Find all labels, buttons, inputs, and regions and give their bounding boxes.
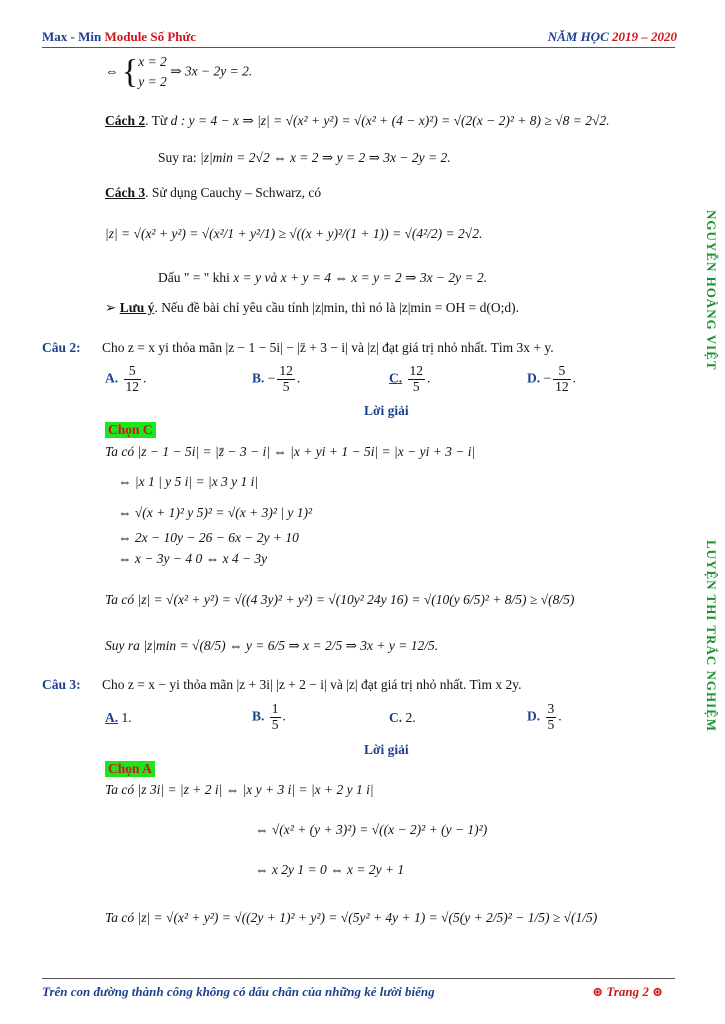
question-2-step-7: Suy ra |z|min = √(8/5) ⇔ y = 6/5 ⇒ x = 2/5 ⇒ 3x + y = 12/5. <box>105 638 439 653</box>
header-year-value: 2019 – 2020 <box>612 29 677 44</box>
question-3-step-4: Ta có |z| = √(x² + y²) = √((2y + 1)² + y²) = √(5y² + 4y + 1) = √(5(y + 2/5)² − 1/5) ≥ √(1/5) <box>105 910 598 925</box>
question-2-step-3: ⇔ √(x + 1)² y 5)² = √(x + 3)² | y 1)² <box>118 505 312 520</box>
option-letter: C. <box>389 710 403 725</box>
note-text: . Nếu đề bài chỉ yêu cầu tính |z|min, thì nó là |z|min = OH = d(O;d). <box>154 300 520 315</box>
cach2-suyra-expression: |z|min = 2√2 ⇔ x = 2 ⇒ y = 2 ⇒ 3x − 2y = 2. <box>200 150 451 165</box>
option-numerator: 5 <box>558 363 566 378</box>
option-denominator: 12 <box>125 378 139 394</box>
question-2-answer-badge: Chọn C <box>105 422 156 438</box>
option-value: 1. <box>121 710 132 725</box>
header-title-part1: Max - Min <box>42 29 102 44</box>
question-3-answer-badge: Chọn A <box>105 761 155 777</box>
option-denominator: 5 <box>277 379 295 395</box>
question-3-option-a <box>105 710 132 726</box>
question-2-step-2: ⇔ |x 1 | y 5 i| = |x 3 y 1 i| <box>118 474 259 489</box>
cach3-text: . Sử dụng Cauchy – Schwarz, có <box>145 185 322 200</box>
arrow-bullet-icon: ➢ <box>105 300 117 315</box>
option-letter: A. <box>105 710 119 725</box>
header-year-label: NĂM HỌC <box>547 29 609 44</box>
question-2-step-1: Ta có |z − 1 − 5i| = |z̄ − 3 − i| ⇔ |x + yi + 1 − 5i| = |x − yi + 3 − i| <box>105 444 476 459</box>
cach2-line <box>105 113 610 129</box>
question-3-step-3: ⇔ x 2y 1 = 0 ⇔ x = 2y + 1 <box>255 862 405 877</box>
question-2-option-d: D. − $\frac{5}{12}$ . <box>527 363 576 394</box>
question-2-step-6: Ta có |z| = √(x² + y²) = √((4 3y)² + y²) = √(10y² 24y 16) = √(10(y 6/5)² + 8/5) ≥ √(8/5) <box>105 592 575 607</box>
option-letter: D. <box>527 370 541 386</box>
side-subtitle: LUYỆN THI TRẮC NGHIỆM <box>704 540 719 733</box>
question-2 <box>42 340 554 356</box>
option-letter: C. <box>389 370 403 386</box>
system-result: ⇒ 3x − 2y = 2. <box>170 63 253 79</box>
footer-page-number: ⊛ Trang 2 ⊛ <box>592 984 663 999</box>
question-2-label: Câu 2: <box>42 340 81 355</box>
side-author: NGUYỄN HOÀNG VIỆT <box>704 210 719 371</box>
option-sign: − <box>267 370 276 386</box>
question-3 <box>42 677 521 693</box>
option-numerator: 1 <box>271 701 279 716</box>
question-2-option-c: C. $\frac{12}{5}$ . <box>389 363 431 394</box>
note-label: Lưu ý <box>119 300 155 315</box>
question-3-step-2: ⇔ √(x² + (y + 3)²) = √((x − 2)² + (y − 1)²) <box>255 822 488 837</box>
option-denominator: 5 <box>271 716 279 732</box>
cach2-text: . Từ <box>145 113 168 128</box>
option-denominator: 5 <box>408 379 426 395</box>
option-numerator: 5 <box>128 363 136 378</box>
question-3-solution-heading: Lời giải <box>364 742 409 757</box>
header-title-part2: Module <box>104 29 148 44</box>
question-2-solution-heading: Lời giải <box>364 403 409 418</box>
footer-motto: Trên con đường thành công không có dấu chân của những kẻ lười biếng <box>42 984 435 999</box>
system-equation: ⇔ {x = 2 y = 2 ⇒ 3x − 2y = 2. <box>105 53 253 91</box>
system-line-1: x = 2 <box>138 54 167 69</box>
option-letter: A. <box>105 370 119 386</box>
cach3-equality-text: Dấu " = " khi <box>158 270 230 285</box>
option-letter: D. <box>527 708 541 724</box>
question-3-option-b: B. $\frac{1}{5}$ . <box>252 701 286 732</box>
header-year <box>548 29 677 45</box>
option-sign: − <box>543 370 552 386</box>
system-line-2: y = 2 <box>138 74 167 90</box>
cach3-label: Cách 3 <box>105 185 146 200</box>
question-3-label: Câu 3: <box>42 677 81 692</box>
cach3-equality <box>158 270 487 286</box>
option-letter: B. <box>252 708 265 724</box>
question-3-option-c <box>389 710 416 726</box>
note-line <box>105 300 519 316</box>
cach3-expression: |z| = √(x² + y²) = √(x²/1 + y²/1) ≥ √((x + y)²/(1 + 1)) = √(4²/2) = 2√2. <box>105 226 483 241</box>
option-value: 2. <box>405 710 416 725</box>
option-denominator: 5 <box>547 716 555 732</box>
question-2-step-4: ⇔ 2x − 10y − 26 − 6x − 2y + 10 <box>118 530 299 545</box>
option-numerator: 3 <box>547 701 555 716</box>
cach3-line <box>105 185 321 201</box>
question-2-step-5: ⇔ x − 3y − 4 0 ⇔ x 4 − 3y <box>118 551 268 566</box>
cach2-label: Cách 2 <box>105 113 146 128</box>
option-numerator: 12 <box>279 363 293 378</box>
question-3-option-d: D. $\frac{3}{5}$ . <box>527 701 562 732</box>
header-divider <box>42 47 675 48</box>
question-2-option-b: B. − $\frac{12}{5}$ . <box>252 363 301 394</box>
question-2-option-a: A. $\frac{5}{12}$ . <box>105 363 147 394</box>
cach2-suyra-label: Suy ra: <box>158 150 197 165</box>
question-3-step-1: Ta có |z 3i| = |z + 2 i| ⇔ |x y + 3 i| = |x + 2 y 1 i| <box>105 782 374 797</box>
header-title <box>42 29 196 45</box>
header-title-part3: Số Phức <box>150 29 197 44</box>
option-numerator: 12 <box>409 363 423 378</box>
cach3-equality-expression: x = y và x + y = 4 ⇔ x = y = 2 ⇒ 3x − 2y = 2. <box>233 270 488 285</box>
option-denominator: 12 <box>555 378 569 394</box>
footer-divider <box>42 978 675 979</box>
cach2-expression: d : y = 4 − x ⇒ |z| = √(x² + y²) = √(x² + (4 − x)²) = √(2(x − 2)² + 8) ≥ √8 = 2√2. <box>170 113 610 128</box>
option-letter: B. <box>252 370 265 386</box>
cach2-suyra <box>158 150 451 166</box>
question-3-text: Cho z = x − yi thỏa mãn |z + 3i| |z + 2 − i| và |z| đạt giá trị nhỏ nhất. Tìm x 2y. <box>102 677 522 692</box>
question-2-text: Cho z = x yi thỏa mãn |z − 1 − 5i| − |z̄ + 3 − i| và |z| đạt giá trị nhỏ nhất. Tìm 3x + y. <box>102 340 554 355</box>
